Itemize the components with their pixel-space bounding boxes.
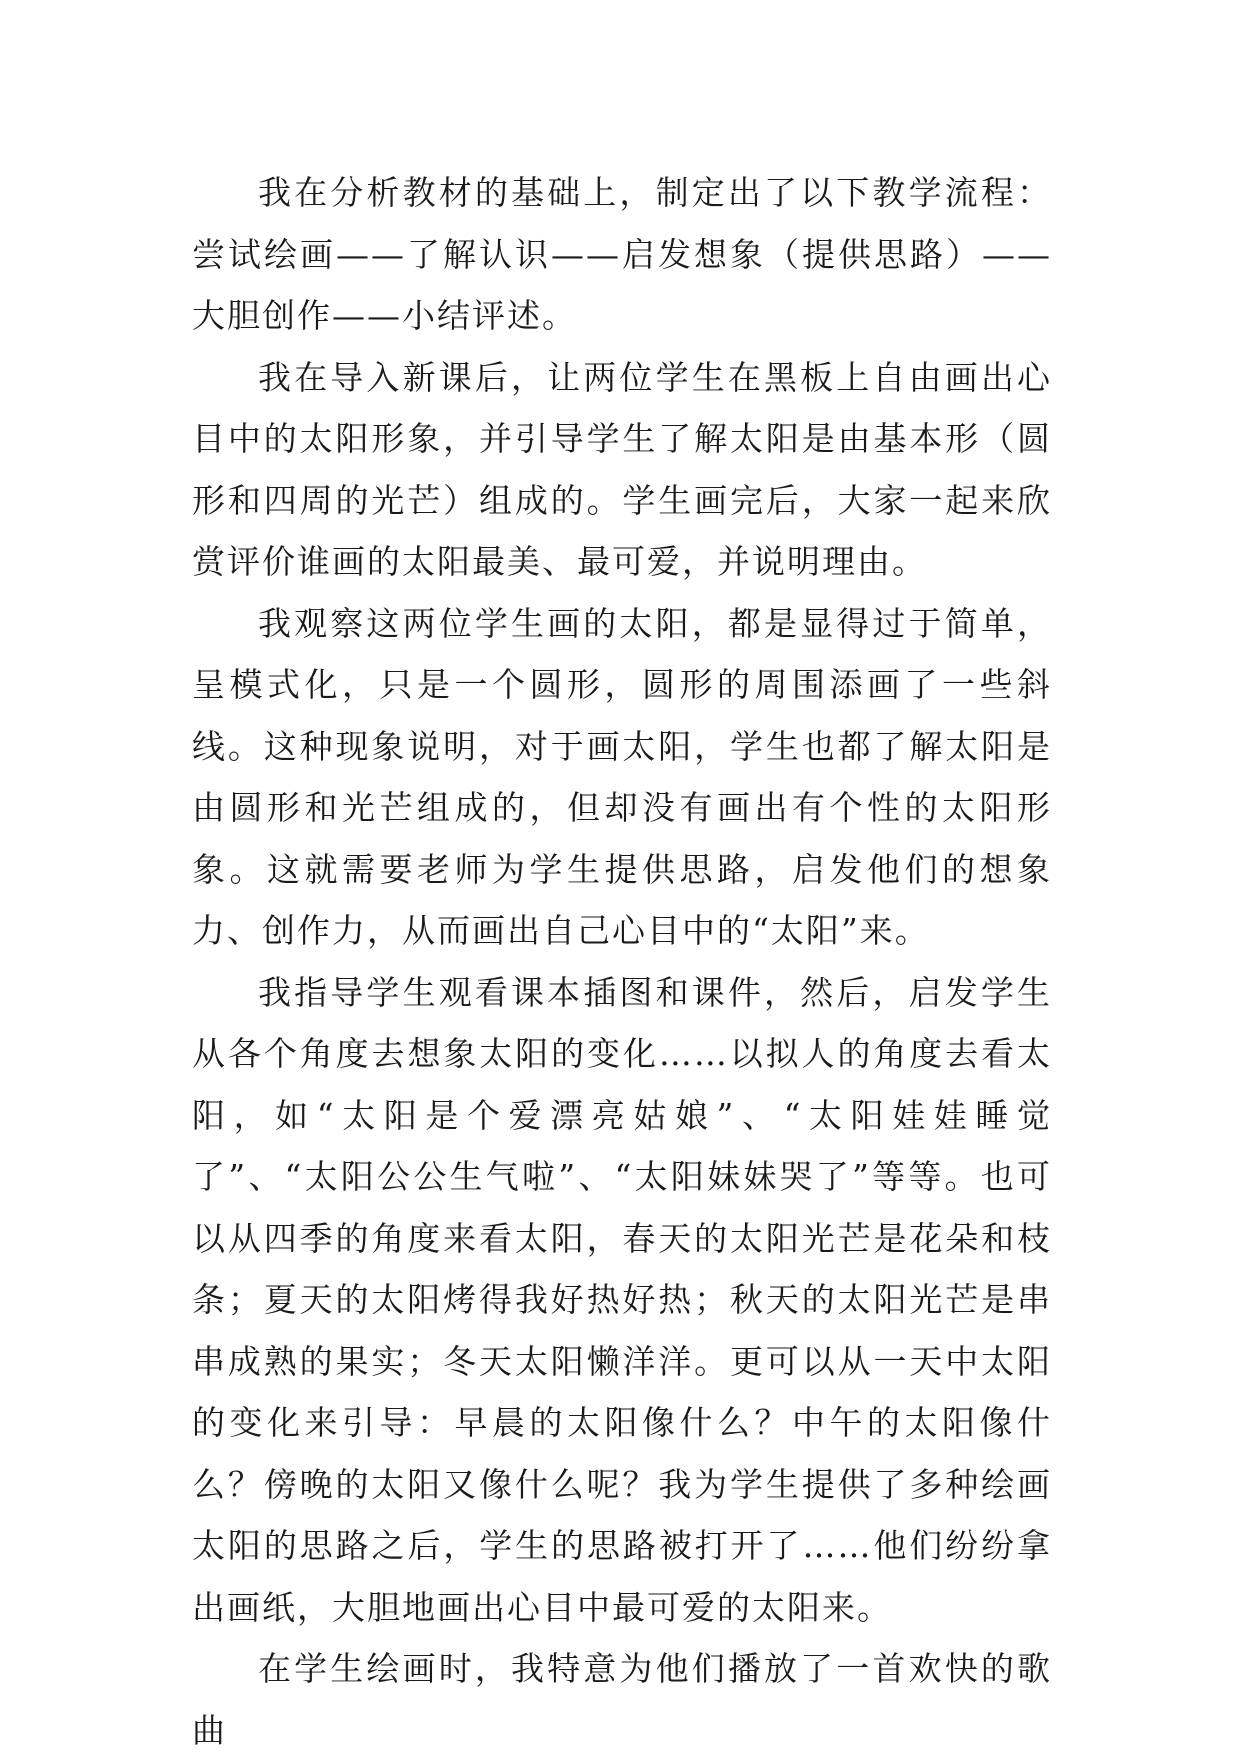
paragraph-teaching-flow: 我在分析教材的基础上，制定出了以下教学流程：尝试绘画——了解认识——启发想象（提供思路）——大胆创作——小结评述。 <box>192 173 1052 335</box>
document-body <box>192 162 1052 1761</box>
paragraph-introduction: 我在导入新课后，让两位学生在黑板上自由画出心目中的太阳形象，并引导学生了解太阳是由基本形（圆形和四周的光芒）组成的。学生画完后，大家一起来欣赏评价谁画的太阳最美、最可爱，并说明理由。 <box>192 357 1052 581</box>
paragraph-guidance: 我指导学生观看课本插图和课件，然后，启发学生从各个角度去想象太阳的变化……以拟人的角度去看太阳，如“太阳是个爱漂亮姑娘”、“太阳娃娃睡觉了”、“太阳公公生气啦”、“太阳妹妹哭了”等等。也可以从四季的角度来看太阳，春天的太阳光芒是花朵和枝条；夏天的太阳烤得我好热好热；秋天的太阳光芒是串串成熟的果实；冬天太阳懒洋洋。更可以从一天中太阳的变化来引导：早晨的太阳像什么？中午的太阳像什么？傍晚的太阳又像什么呢？我为学生提供了多种绘画太阳的思路之后，学生的思路被打开了……他们纷纷拿出画纸，大胆地画出心目中最可爱的太阳来。 <box>192 972 1052 1627</box>
paragraph-observation: 我观察这两位学生画的太阳，都是显得过于简单，呈模式化，只是一个圆形，圆形的周围添画了一些斜线。这种现象说明，对于画太阳，学生也都了解太阳是由圆形和光芒组成的，但却没有画出有个性的太阳形象。这就需要老师为学生提供思路，启发他们的想象力、创作力，从而画出自己心目中的“太阳”来。 <box>192 603 1052 950</box>
paragraph-music: 在学生绘画时，我特意为他们播放了一首欢快的歌曲 <box>192 1649 1052 1750</box>
